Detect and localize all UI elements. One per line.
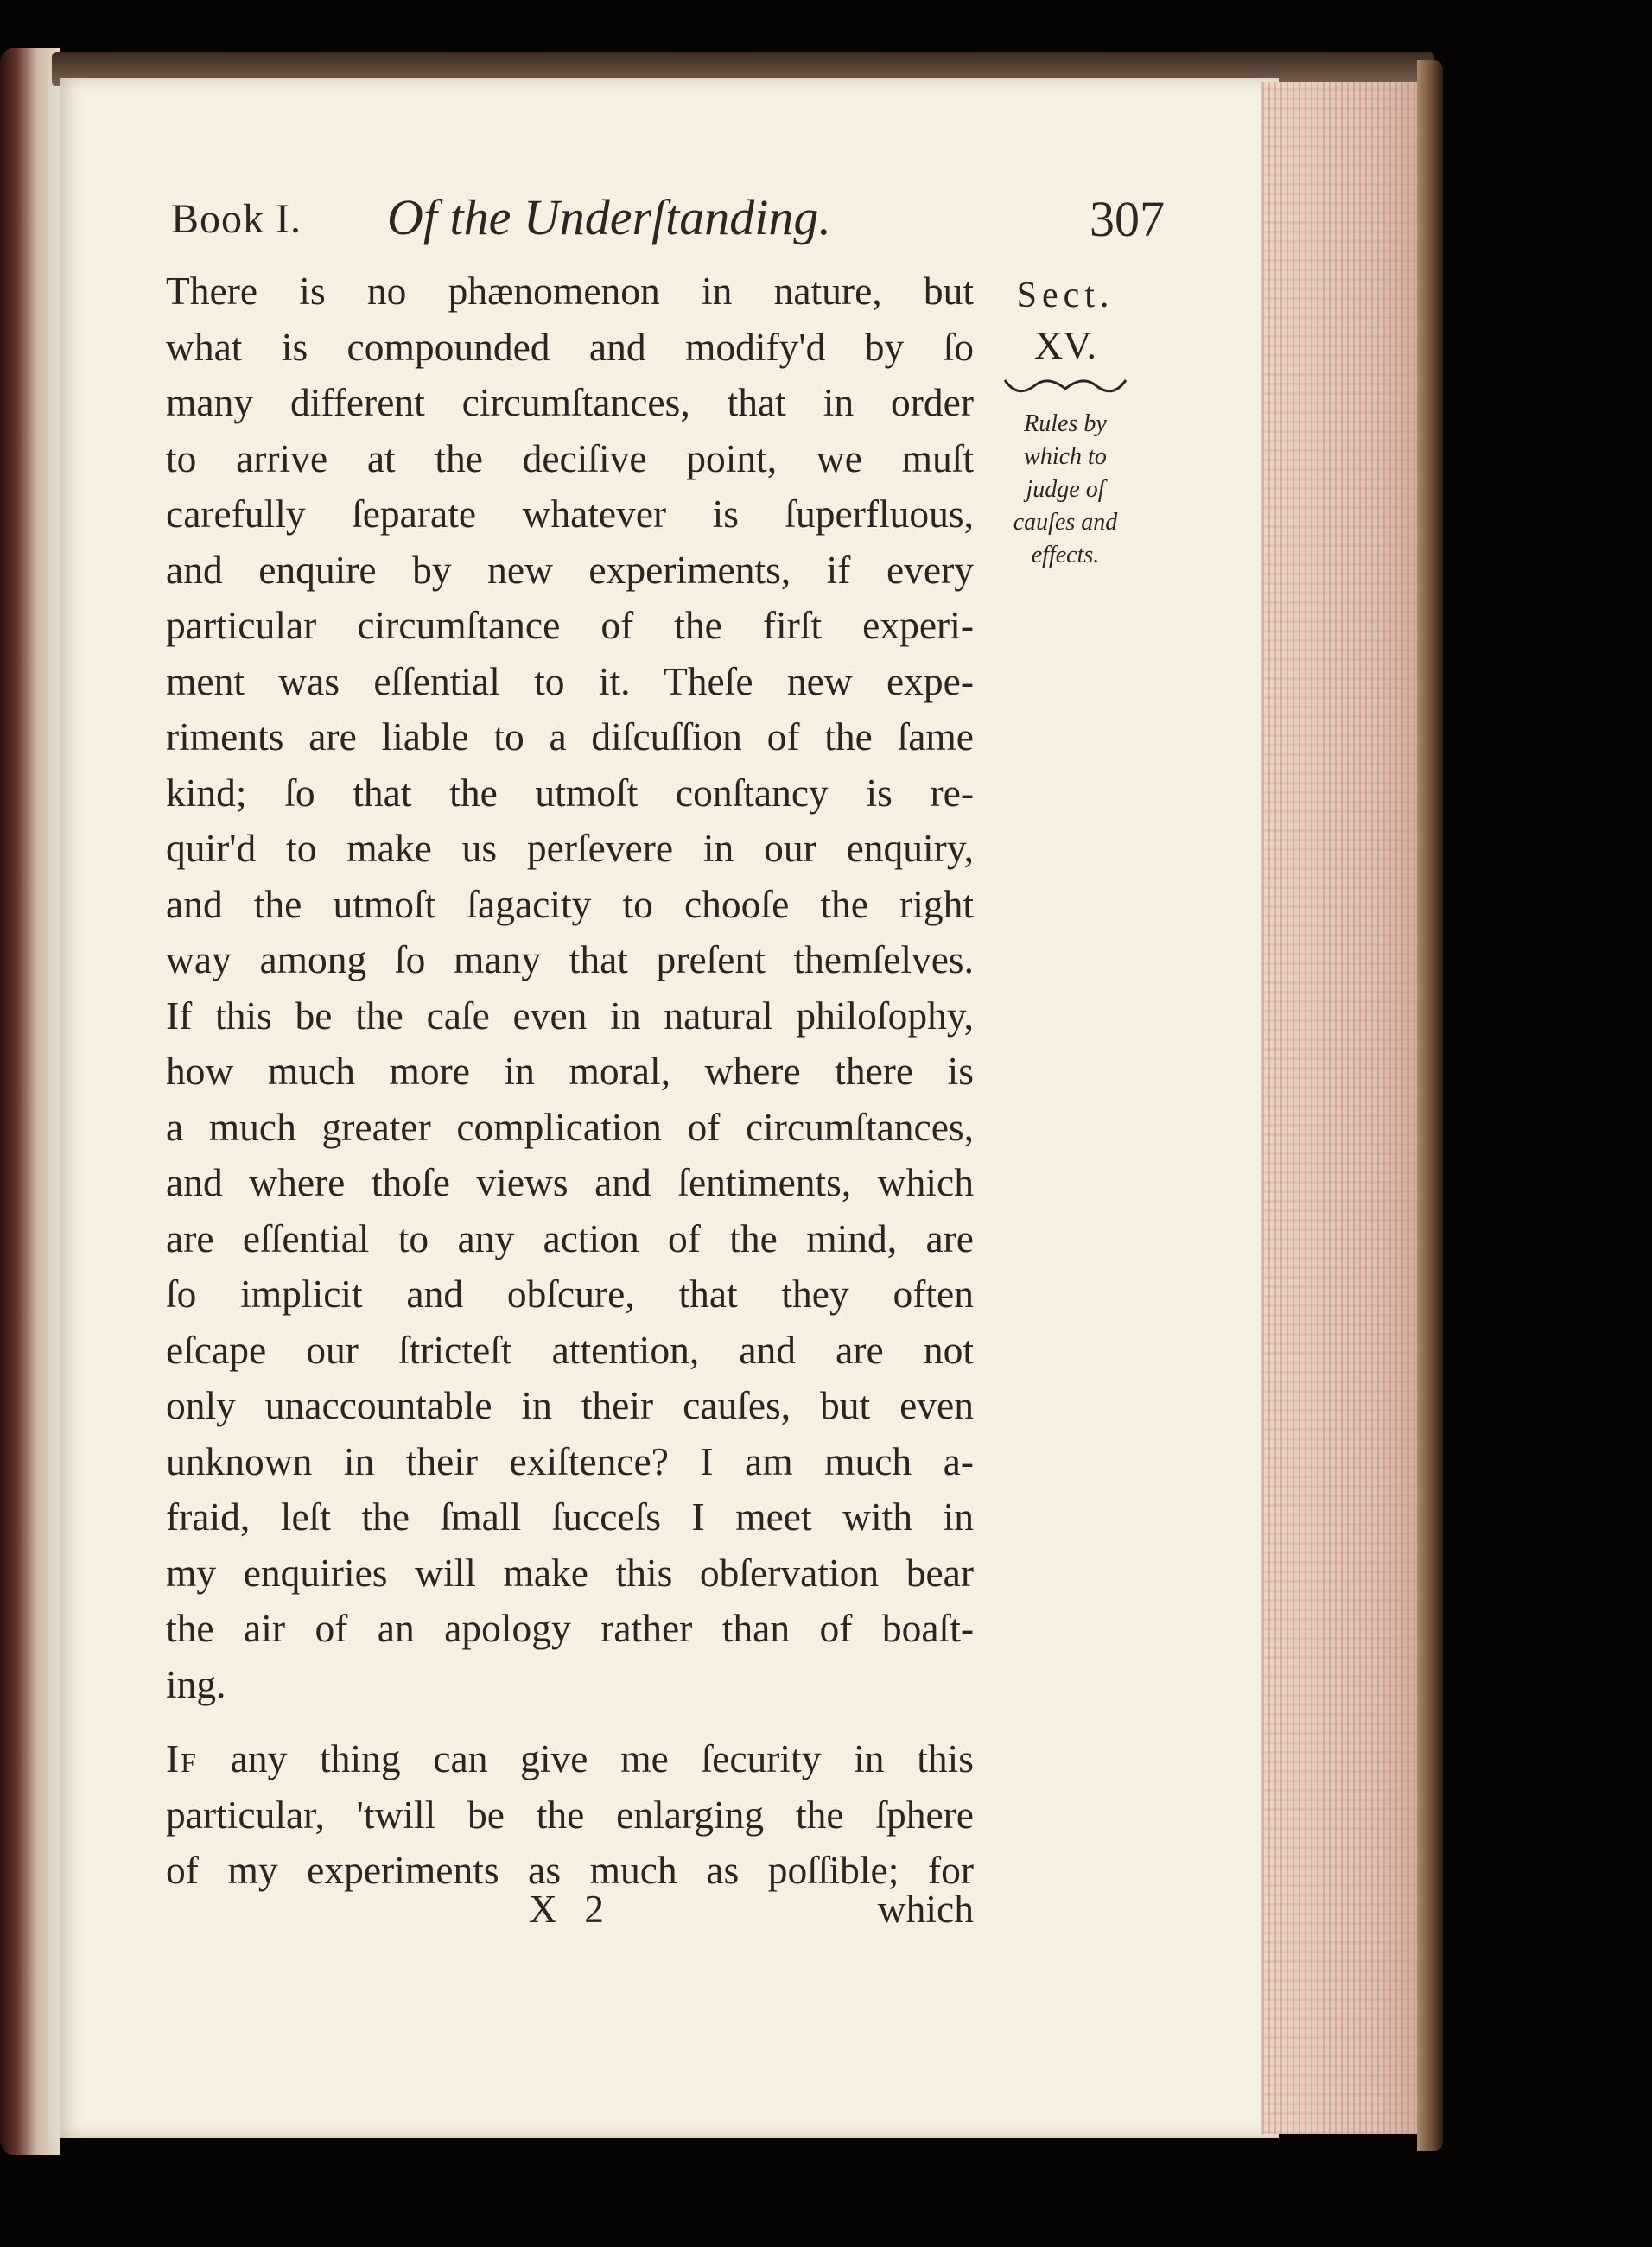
text-line: my enquiries will make this obſervation bear [166,1550,974,1595]
paragraph-opening-line [166,1731,974,1787]
text-line: way among ſo many that preſent themſelves. [166,937,974,981]
text-line: are eſſential to any action of the mind, are [166,1216,974,1260]
signature-mark: X 2 [529,1887,613,1931]
text-line: to arrive at the deciſive point, we muſt [166,435,974,480]
margin-gloss-line-2: which to [1024,443,1107,470]
text-line: what is compounded and modify'd by ſo [166,324,974,369]
margin-gloss-line-4: cauſes and [1013,509,1118,536]
text-line: There is no phænomenon in nature, but [166,269,974,313]
text-line: carefully ſeparate whatever is ſuperfluous, [166,492,974,536]
text-line: unknown in their exiſtence? I am much a- [166,1438,974,1483]
brace-ornament-icon [1001,373,1130,408]
running-head-title: Of the Underſtanding. [387,189,831,245]
running-head [171,188,1165,257]
text-line: fraid, leſt the ſmall ſucceſs I meet with in [166,1495,974,1539]
margin-gloss-line-5: effects. [1031,542,1100,568]
margin-note [992,270,1139,572]
catchword: which [877,1887,974,1931]
text-line: and enquire by new experiments, if every [166,547,974,592]
body-text [166,263,974,1899]
page-number: 307 [1090,191,1165,247]
text-line: particular, 'twill be the enlarging the ſphere [166,1792,974,1837]
text-line: many different circumſtances, that in order [166,380,974,424]
paragraph-opening-rest: any thing can give me ſecurity in this [197,1736,974,1780]
section-number: XV. [1033,323,1096,367]
page-fore-edge [1261,82,1431,2134]
text-line: a much greater complication of circumſtances, [166,1104,974,1149]
text-line: If this be the caſe even in natural philoſophy, [166,993,974,1038]
text-line: particular circumſtance of the firſt experi- [166,603,974,647]
text-line: riments are liable to a diſcuſſion of the ſame [166,714,974,759]
margin-gloss-line-3: judge of [1026,476,1105,503]
text-line: eſcape our ſtricteſt attention, and are not [166,1327,974,1372]
text-line: how much more in moral, where there is [166,1049,974,1093]
text-line: kind; ſo that the utmoſt conſtancy is re- [166,770,974,815]
paragraph-opening-word: If [166,1736,198,1780]
margin-gloss-line-1: Rules by [1024,410,1107,437]
text-line: ſo implicit and obſcure, that they often [166,1272,974,1316]
text-line: of my experiments as much as poſſible; for [166,1848,974,1892]
text-line: quir'd to make us perſevere in our enquiry, [166,826,974,870]
text-line: the air of an apology rather than of boaſt- [166,1606,974,1650]
text-line: and where thoſe views and ſentiments, which [166,1160,974,1204]
text-line: ment was eſſential to it. Theſe new expe- [166,658,974,703]
book-cover-right-edge [1417,60,1443,2151]
section-label: Sect. [1016,276,1115,315]
running-head-book: Book I. [171,196,302,242]
text-line: and the utmoſt ſagacity to chooſe the right [166,881,974,926]
text-line: ing. [166,1661,226,1706]
page-footer [166,1886,974,1946]
text-line: only unaccountable in their cauſes, but even [166,1383,974,1427]
